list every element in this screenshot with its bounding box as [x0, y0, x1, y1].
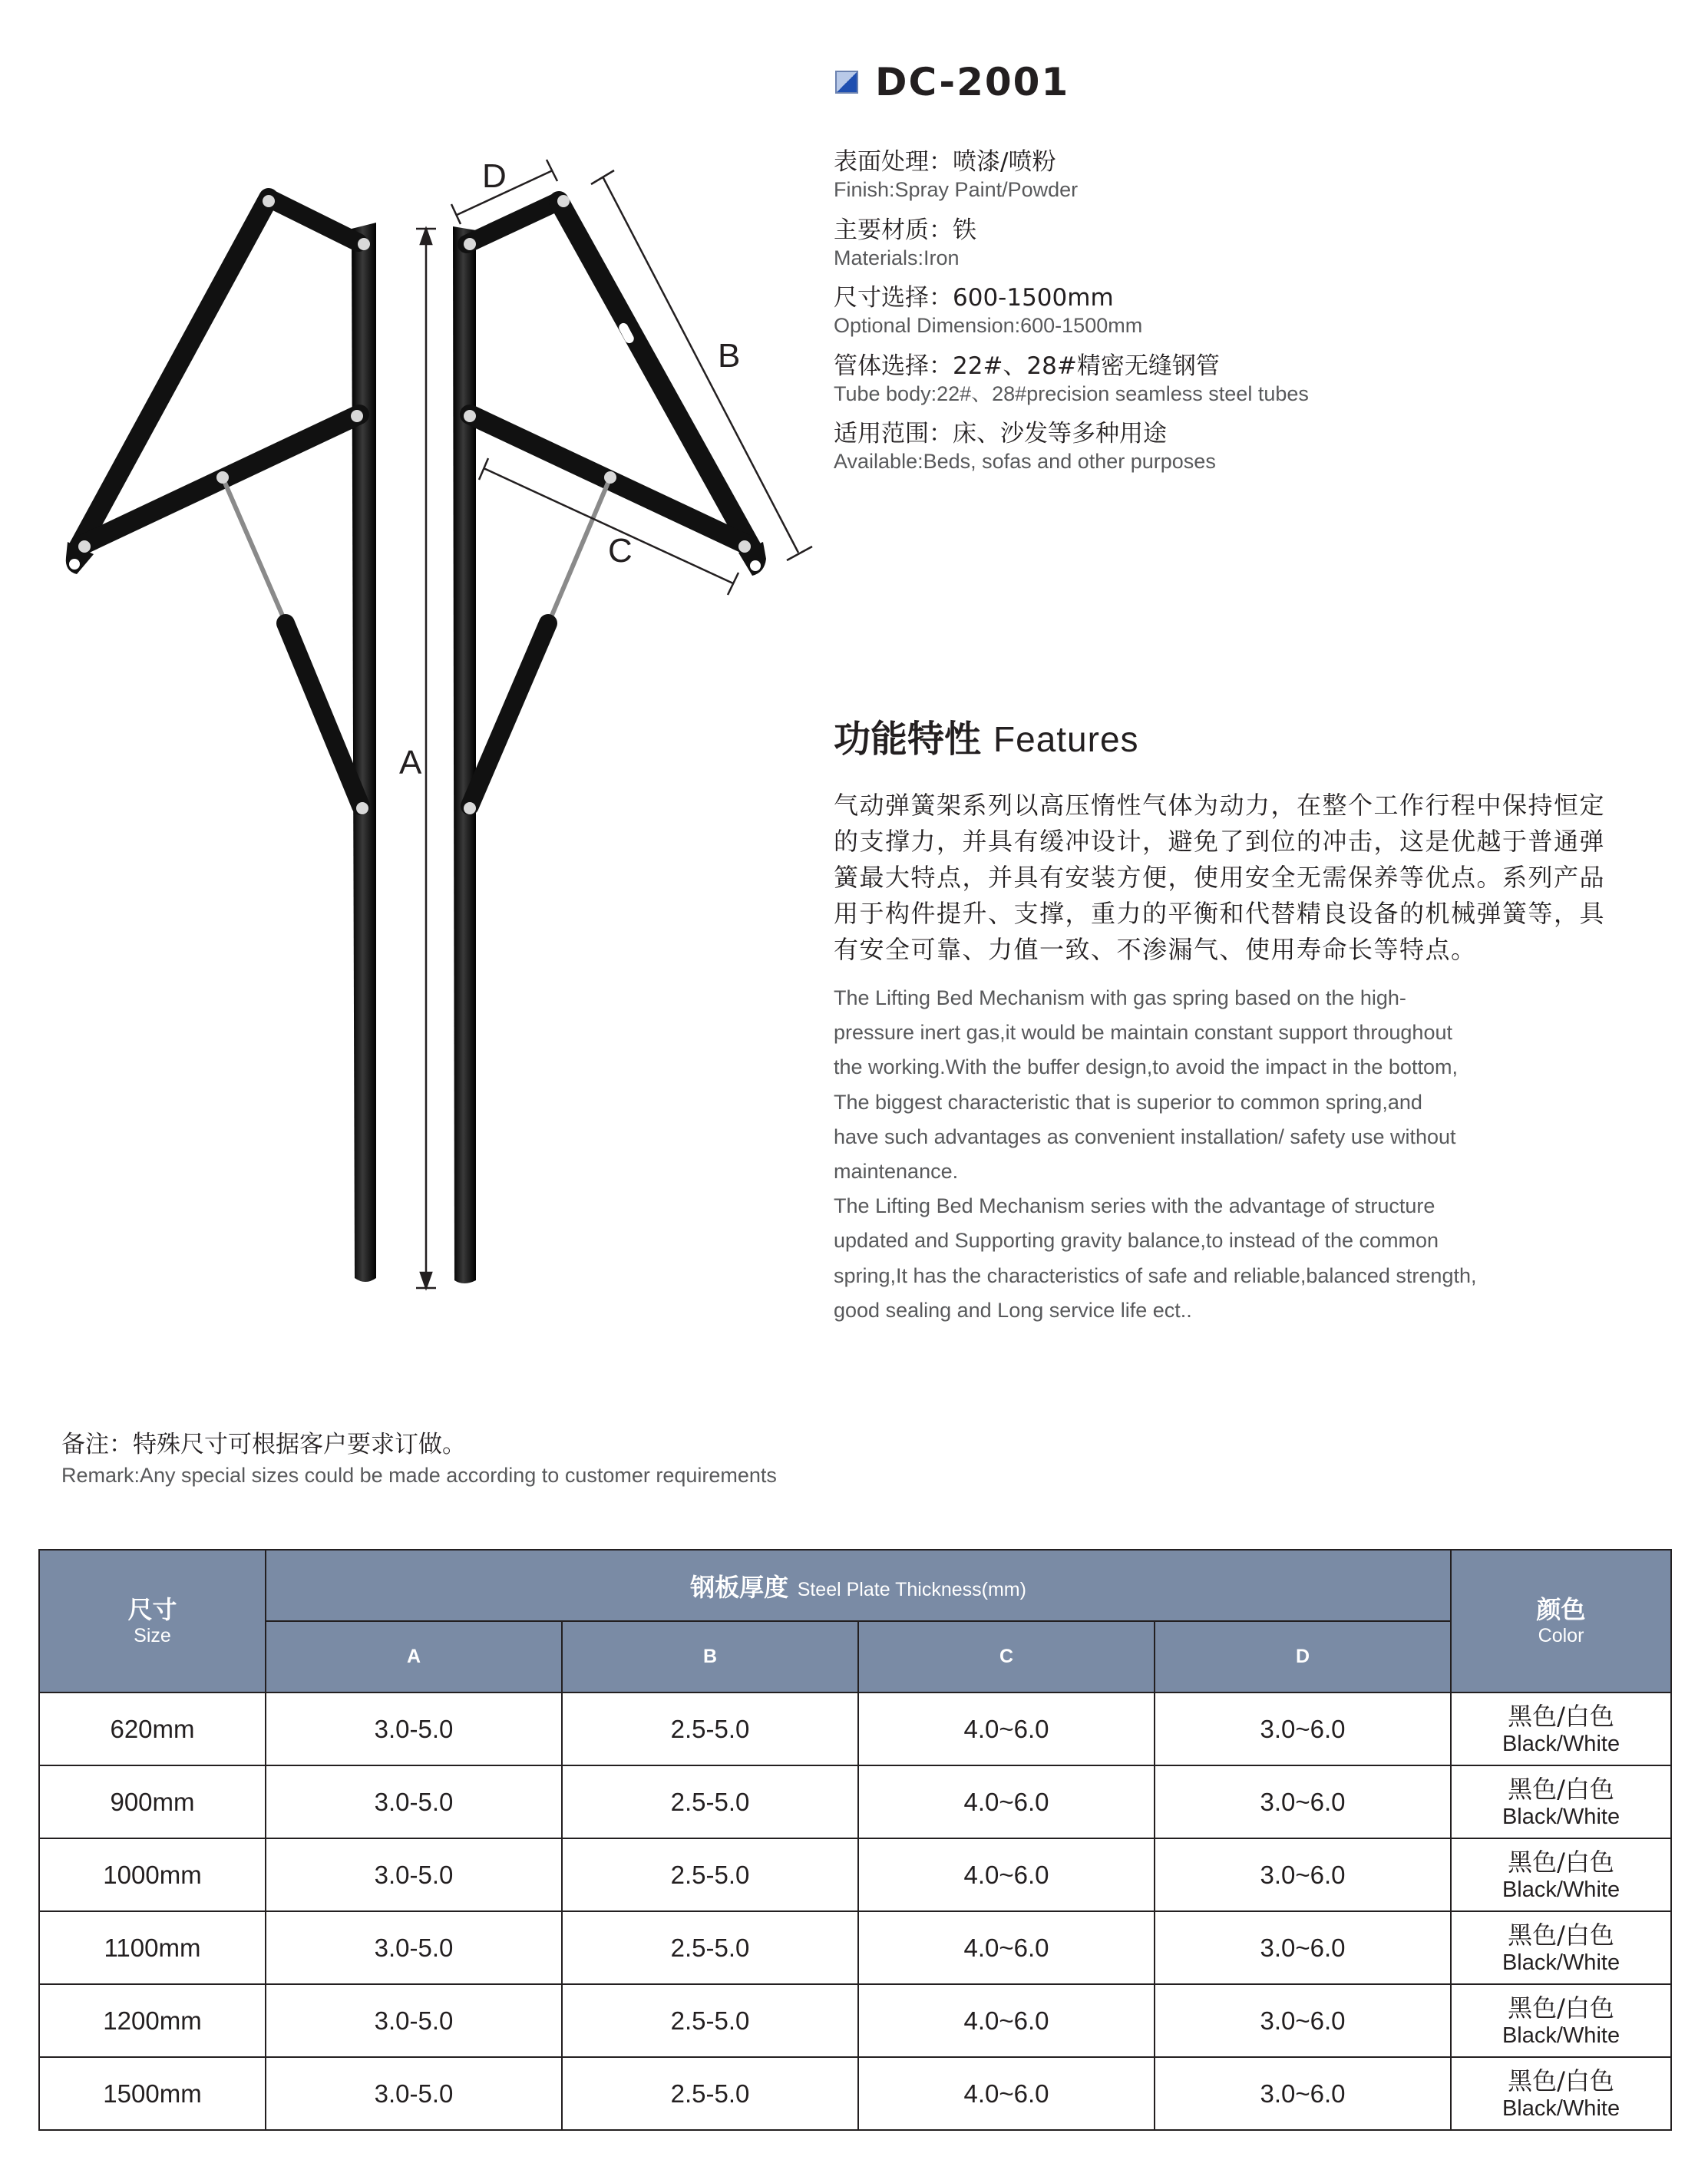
spec-table [38, 1549, 1672, 2131]
right-vertical-rail [453, 226, 476, 1283]
left-gas-spring-rod [223, 477, 288, 628]
paragraph-line: 用于构件提升、支撑，重力的平衡和代替精良设备的机械弹簧等，具 [834, 899, 1606, 928]
paragraph-line: maintenance. [834, 1159, 959, 1183]
thickness-b-cell: 2.5-5.0 [562, 1838, 858, 1911]
table-row [39, 1911, 1671, 1984]
color-header-cn: 颜色 [1536, 1595, 1586, 1624]
paragraph-line: The Lifting Bed Mechanism with gas spring based on the high- [834, 986, 1406, 1009]
color-header [1451, 1550, 1671, 1692]
thickness-a-cell: 3.0-5.0 [266, 1692, 562, 1765]
paragraph-line: pressure inert gas,it would be maintain constant support throughout [834, 1021, 1452, 1045]
paragraph-line: 簧最大特点，并具有安装方便，使用安全无需保养等优点。系列产品 [834, 863, 1606, 892]
paragraph-line: 的支撑力，并具有缓冲设计，避免了到位的冲击，这是优越于普通弹 [834, 827, 1606, 856]
paragraph-line: The biggest characteristic that is superior to common spring,and [834, 1090, 1422, 1114]
color-cn: 黑色/白色 [1508, 1701, 1614, 1731]
features-heading-en: Features [993, 719, 1139, 759]
thickness-c-cell: 4.0~6.0 [858, 1911, 1155, 1984]
thickness-a-cell: 3.0-5.0 [266, 1911, 562, 1984]
color-cell [1451, 1838, 1671, 1911]
paragraph-line: updated and Supporting gravity balance,to instead of the common [834, 1229, 1439, 1253]
left-top-link [269, 198, 358, 243]
paragraph-line: 气动弹簧架系列以高压惰性气体为动力，在整个工作行程中保持恒定 [834, 791, 1606, 820]
thickness-b-cell: 2.5-5.0 [562, 1984, 858, 2057]
color-cell [1451, 1911, 1671, 1984]
left-gas-spring-cylinder [286, 623, 361, 806]
spec-finish [834, 146, 1601, 214]
table-row [39, 1838, 1671, 1911]
features-heading-cn: 功能特性 [834, 718, 982, 761]
bolt-icon [464, 238, 476, 250]
color-cn: 黑色/白色 [1508, 1993, 1614, 2023]
spec-materials [834, 214, 1601, 282]
left-mechanism [66, 195, 376, 1282]
right-gas-spring-cylinder [470, 623, 548, 806]
remark [61, 1428, 777, 1489]
bolt-icon [464, 410, 476, 422]
color-en: Black/White [1502, 1877, 1620, 1902]
spec-cn: 适用范围：床、沙发等多种用途 [834, 420, 1167, 447]
spec-cn: 管体选择：22#、28#精密无缝钢管 [834, 352, 1220, 380]
features-cn-paragraph [834, 788, 1663, 968]
color-cell [1451, 2057, 1671, 2130]
thickness-a-cell: 3.0-5.0 [266, 2057, 562, 2130]
spec-en: Finish:Spray Paint/Powder [834, 178, 1079, 201]
dimension-label-b: B [718, 337, 741, 375]
color-en: Black/White [1502, 1731, 1620, 1756]
size-header [39, 1550, 266, 1692]
bolt-icon [263, 195, 275, 207]
size-cell: 620mm [39, 1692, 266, 1765]
bolt-icon [356, 802, 368, 814]
bolt-icon [604, 471, 616, 484]
color-en: Black/White [1502, 2023, 1620, 2048]
column-header-b: B [562, 1621, 858, 1692]
color-cn: 黑色/白色 [1508, 1774, 1614, 1804]
size-header-cn: 尺寸 [127, 1595, 177, 1624]
paragraph-line: have such advantages as convenient installation/ safety use without [834, 1124, 1456, 1148]
color-cell [1451, 1984, 1671, 2057]
dimension-label-a: A [399, 744, 422, 781]
model-header [835, 55, 1069, 109]
thickness-a-cell: 3.0-5.0 [266, 1838, 562, 1911]
dimension-label-c: C [608, 532, 633, 570]
remark-en: Remark:Any special sizes could be made according to customer requirements [61, 1464, 777, 1487]
thickness-d-cell: 3.0~6.0 [1155, 1911, 1451, 1984]
spec-en: Optional Dimension:600-1500mm [834, 314, 1143, 337]
paragraph-line: 有安全可靠、力值一致、不渗漏气、使用寿命长等特点。 [834, 935, 1477, 964]
thickness-d-cell: 3.0~6.0 [1155, 1765, 1451, 1838]
size-cell: 1500mm [39, 2057, 266, 2130]
square-bullet-icon [835, 71, 858, 94]
bolt-icon [351, 410, 363, 422]
thickness-b-cell: 2.5-5.0 [562, 1911, 858, 1984]
paragraph-line: the working.With the buffer design,to avoid the impact in the bottom, [834, 1055, 1458, 1079]
thickness-d-cell: 3.0~6.0 [1155, 1692, 1451, 1765]
thickness-c-cell: 4.0~6.0 [858, 1692, 1155, 1765]
size-header-en: Size [134, 1625, 171, 1646]
color-en: Black/White [1502, 1950, 1620, 1975]
bolt-icon [78, 540, 91, 553]
spec-list [834, 146, 1601, 486]
thickness-header-en: Steel Plate Thickness(mm) [797, 1578, 1026, 1600]
product-diagram [0, 0, 829, 1320]
thickness-c-cell: 4.0~6.0 [858, 1765, 1155, 1838]
color-cell [1451, 1765, 1671, 1838]
bolt-icon [464, 802, 476, 814]
thickness-c-cell: 4.0~6.0 [858, 2057, 1155, 2130]
thickness-d-cell: 3.0~6.0 [1155, 1984, 1451, 2057]
spec-cn: 表面处理：喷漆/喷粉 [834, 148, 1056, 176]
bolt-icon [358, 238, 370, 250]
features-heading [834, 709, 1139, 763]
size-cell: 1000mm [39, 1838, 266, 1911]
column-header-d: D [1155, 1621, 1451, 1692]
left-vertical-rail [352, 223, 376, 1282]
spec-tube-body [834, 350, 1601, 418]
color-cn: 黑色/白色 [1508, 2066, 1614, 2095]
right-gas-spring-rod [547, 477, 610, 628]
color-cn: 黑色/白色 [1508, 1847, 1614, 1877]
thickness-a-cell: 3.0-5.0 [266, 1765, 562, 1838]
thickness-b-cell: 2.5-5.0 [562, 1692, 858, 1765]
bolt-icon [216, 471, 229, 484]
column-header-c: C [858, 1621, 1155, 1692]
table-row [39, 2057, 1671, 2130]
color-cn: 黑色/白色 [1508, 1920, 1614, 1950]
size-cell: 1100mm [39, 1911, 266, 1984]
color-cell [1451, 1692, 1671, 1765]
thickness-d-cell: 3.0~6.0 [1155, 1838, 1451, 1911]
paragraph-line: The Lifting Bed Mechanism series with the advantage of structure [834, 1194, 1435, 1218]
bolt-icon [738, 540, 751, 553]
size-cell: 1200mm [39, 1984, 266, 2057]
column-header-a: A [266, 1621, 562, 1692]
bolt-icon [557, 195, 570, 207]
thickness-b-cell: 2.5-5.0 [562, 2057, 858, 2130]
features-en-paragraph [834, 981, 1601, 1328]
dimension-label-d: D [482, 157, 507, 195]
remark-cn: 备注：特殊尺寸可根据客户要求订做。 [61, 1431, 466, 1458]
thickness-b-cell: 2.5-5.0 [562, 1765, 858, 1838]
table-row [39, 1765, 1671, 1838]
paragraph-line: spring,It has the characteristics of safe and reliable,balanced strength, [834, 1263, 1477, 1287]
color-en: Black/White [1502, 2095, 1620, 2121]
table-row [39, 1984, 1671, 2057]
color-en: Black/White [1502, 1804, 1620, 1829]
spec-cn: 尺寸选择：600-1500mm [834, 284, 1114, 312]
spec-en: Materials:Iron [834, 246, 960, 269]
thickness-d-cell: 3.0~6.0 [1155, 2057, 1451, 2130]
thickness-header [266, 1550, 1451, 1621]
thickness-a-cell: 3.0-5.0 [266, 1984, 562, 2057]
spec-available [834, 418, 1601, 486]
thickness-c-cell: 4.0~6.0 [858, 1984, 1155, 2057]
thickness-header-cn: 钢板厚度 [690, 1572, 789, 1602]
right-top-link [467, 201, 559, 244]
size-cell: 900mm [39, 1765, 266, 1838]
spec-cn: 主要材质：铁 [834, 216, 976, 244]
thickness-c-cell: 4.0~6.0 [858, 1838, 1155, 1911]
spec-dimension [834, 282, 1601, 350]
color-header-en: Color [1538, 1625, 1584, 1646]
table-row [39, 1692, 1671, 1765]
spec-en: Tube body:22#、28#precision seamless steel tubes [834, 381, 1309, 405]
paragraph-line: good sealing and Long service life ect.. [834, 1298, 1192, 1322]
model-title: DC-2001 [875, 60, 1070, 104]
spec-en: Available:Beds, sofas and other purposes [834, 450, 1216, 473]
